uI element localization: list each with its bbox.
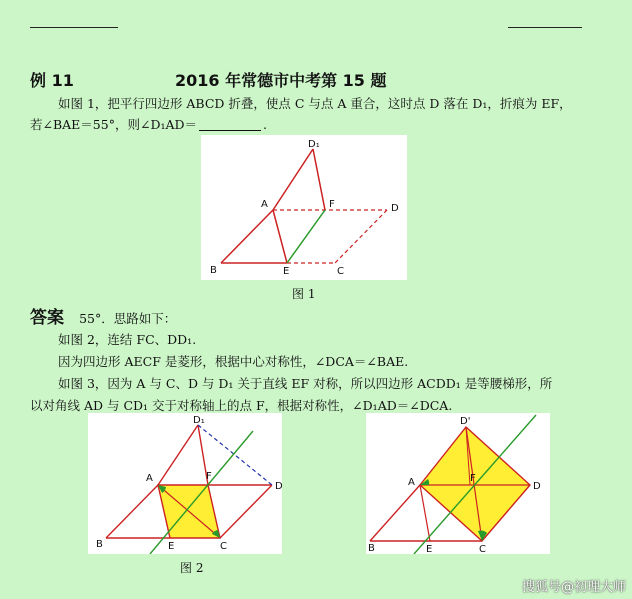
- answer-line-4: 以对角线 AD 与 CD₁ 交于对称轴上的点 F，根据对称性，∠D₁AD＝∠DCA.: [30, 398, 453, 413]
- fig1-label-C: C: [337, 266, 344, 277]
- fig2-line-AD1: [158, 425, 198, 485]
- exam-title: 2016 年常德市中考第 15 题: [175, 71, 387, 90]
- fig2-line-BA: [106, 485, 158, 538]
- figure-2-caption: 图 2: [180, 561, 204, 575]
- figure-1-caption: 图 1: [292, 287, 316, 301]
- fig3-label-B: B: [368, 543, 375, 554]
- answer-label: 答案: [30, 308, 64, 328]
- fig1-label-D: D: [391, 203, 399, 214]
- figure-2-diagram: [88, 413, 282, 554]
- answer-header: [30, 303, 176, 329]
- fig1-dashed-DC: [335, 210, 387, 263]
- fig2-label-D1: D₁: [193, 415, 205, 426]
- fig3-label-F: F: [470, 473, 476, 484]
- problem-line-2-end: .: [263, 117, 268, 132]
- fig1-label-A: A: [261, 199, 268, 210]
- answer-blank: [199, 118, 261, 131]
- figure-1: [201, 135, 407, 280]
- fig2-label-A: A: [146, 473, 153, 484]
- problem-line-1: 如图 1，把平行四边形 ABCD 折叠，使点 C 与点 A 重合，这时点 D 落在 D₁，折痕为 EF，: [58, 96, 572, 111]
- figure-1-diagram: [201, 135, 407, 280]
- example-label: 例 11: [30, 71, 74, 90]
- watermark: 搜狐号@初理大师: [521, 580, 626, 595]
- fig1-line-D1F: [313, 149, 325, 210]
- fig3-line-BA: [370, 485, 420, 541]
- fig3-label-A: A: [408, 477, 415, 488]
- answer-line-1: 如图 2，连结 FC、DD₁.: [58, 332, 197, 347]
- fig3-label-D: D: [533, 481, 541, 492]
- fig1-label-B: B: [210, 265, 217, 276]
- answer-line-3: 如图 3，因为 A 与 C、D 与 D₁ 关于直线 EF 对称，所以四边形 ACDD₁ 是等腰梯形，所: [58, 376, 553, 391]
- fig1-label-E: E: [283, 266, 290, 277]
- fig2-label-B: B: [96, 539, 103, 550]
- fig3-label-E: E: [426, 544, 433, 554]
- fig1-fold-EF: [287, 210, 325, 263]
- answer-value-line: 55°．思路如下：: [79, 311, 177, 326]
- fig2-label-F: F: [206, 471, 212, 482]
- fig1-line-AD1: [273, 149, 313, 210]
- fig1-label-D1: D₁: [308, 139, 320, 150]
- fig1-line-BA: [221, 210, 273, 263]
- problem-line-2: [30, 115, 267, 135]
- figure-2: [88, 413, 282, 554]
- figure-3-diagram: [366, 413, 550, 554]
- fig3-label-D1: D': [460, 416, 471, 427]
- fig2-label-E: E: [168, 541, 175, 552]
- figure-3: [366, 413, 550, 554]
- fig3-label-C: C: [479, 544, 486, 554]
- fig1-label-F: F: [329, 199, 335, 210]
- fig2-label-C: C: [220, 541, 227, 552]
- header-rule-left: [30, 27, 118, 28]
- fig2-label-D: D: [275, 481, 282, 492]
- fig1-line-AE: [273, 210, 287, 263]
- problem-line-2-text: 若∠BAE＝55°，则∠D₁AD＝: [30, 117, 198, 132]
- header-rule-right: [508, 27, 582, 28]
- answer-line-2: 因为四边形 AECF 是菱形，根据中心对称性，∠DCA＝∠BAE.: [58, 354, 409, 369]
- fig2-line-DC: [220, 485, 272, 538]
